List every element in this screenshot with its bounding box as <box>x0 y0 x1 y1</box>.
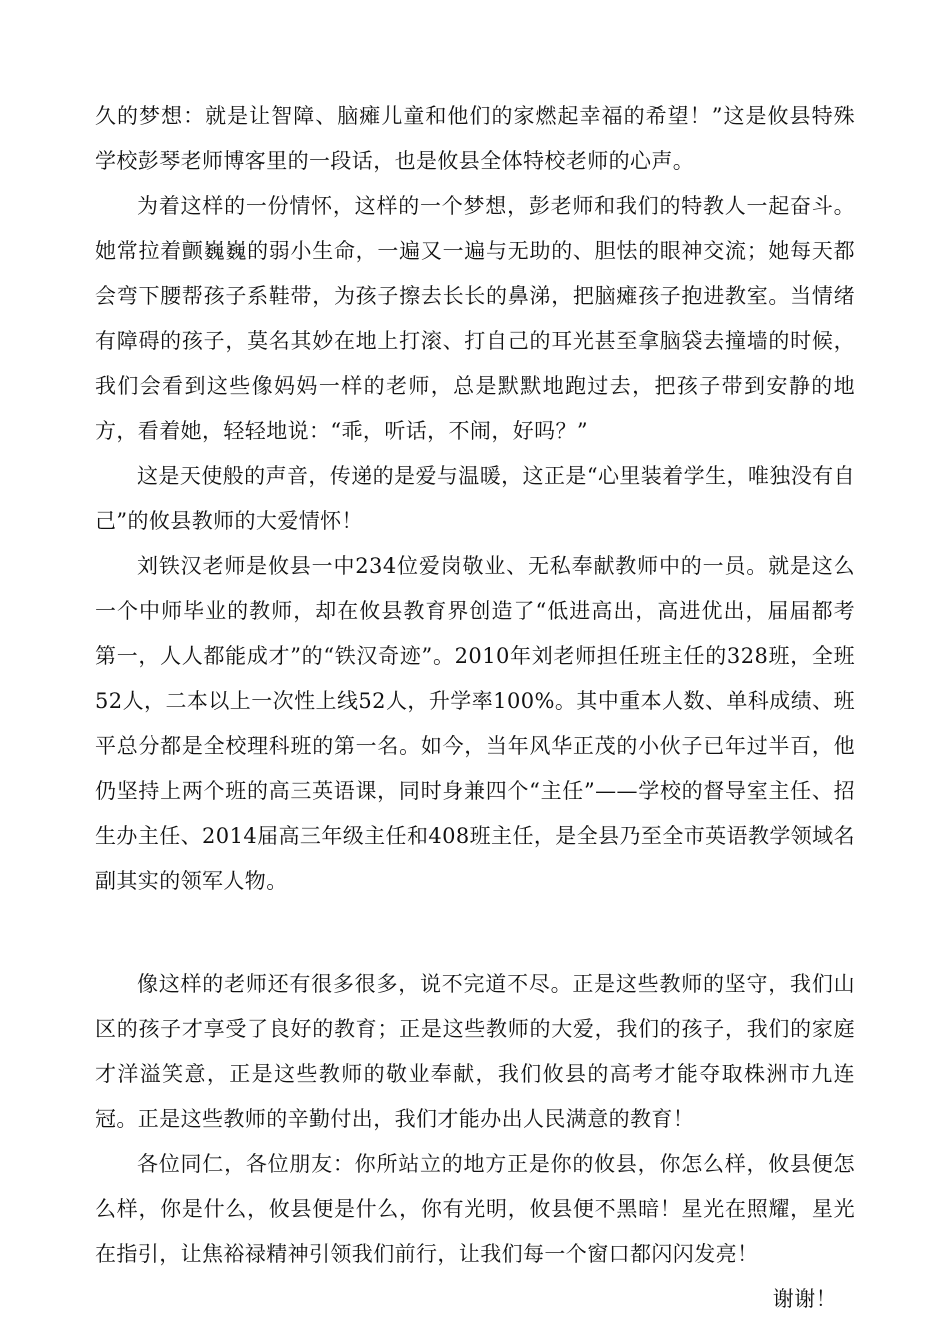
paragraph-5: 像这样的老师还有很多很多，说不完道不尽。正是这些教师的坚守，我们山区的孩子才享受了良好的教育；正是这些教师的大爱，我们的孩子，我们的家庭才洋溢笑意，正是这些教师的敬业奉献，我们攸县的高考才能夺取株洲市九连冠。正是这些教师的辛勤付出，我们才能办出人民满意的教育！ <box>95 972 855 1131</box>
paragraph-6: 各位同仁，各位朋友：你所站立的地方正是你的攸县，你怎么样，攸县便怎么样，你是什么，攸县便是什么，你有光明，攸县便不黑暗！星光在照耀，星光在指引，让焦裕禄精神引领我们前行，让我们每一个窗口都闪闪发亮！ <box>95 1152 855 1266</box>
paragraph-2: 为着这样的一份情怀，这样的一个梦想，彭老师和我们的特教人一起奋斗。她常拉着颤巍巍的弱小生命，一遍又一遍与无助的、胆怯的眼神交流；她每天都会弯下腰帮孩子系鞋带，为孩子擦去长长的鼻涕，把脑瘫孩子抱进教室。当情绪有障碍的孩子，莫名其妙在地上打滚、打自己的耳光甚至拿脑袋去撞墙的时候，我们会看到这些像妈妈一样的老师，总是默默地跑过去，把孩子带到安静的地方，看着她，轻轻地说：“乖，听话，不闹，好吗？” <box>95 194 855 443</box>
document-body <box>95 94 855 1322</box>
paragraph-spacer <box>95 904 855 962</box>
paragraph-1: 久的梦想：就是让智障、脑瘫儿童和他们的家燃起幸福的希望！”这是攸县特殊学校彭琴老师博客里的一段话，也是攸县全体特校老师的心声。 <box>95 104 855 173</box>
paragraph-3: 这是天使般的声音，传递的是爱与温暖，这正是“心里装着学生，唯独没有自己”的攸县教师的大爱情怀！ <box>95 464 855 533</box>
paragraph-4: 刘铁汉老师是攸县一中234位爱岗敬业、无私奉献教师中的一员。就是这么一个中师毕业的教师，却在攸县教育界创造了“低进高出，高进优出，届届都考第一，人人都能成才”的“铁汉奇迹”。2010年刘老师担任班主任的328班，全班52人，二本以上一次性上线52人，升学率100%。其中重本人数、单科成绩、班平总分都是全校理科班的第一名。如今，当年风华正茂的小伙子已年过半百，他仍坚持上两个班的高三英语课，同时身兼四个“主任”——学校的督导室主任、招生办主任、2014届高三年级主任和408班主任，是全县乃至全市英语教学领域名副其实的领军人物。 <box>95 554 855 893</box>
closing-thanks: 谢谢！ <box>772 1287 837 1311</box>
